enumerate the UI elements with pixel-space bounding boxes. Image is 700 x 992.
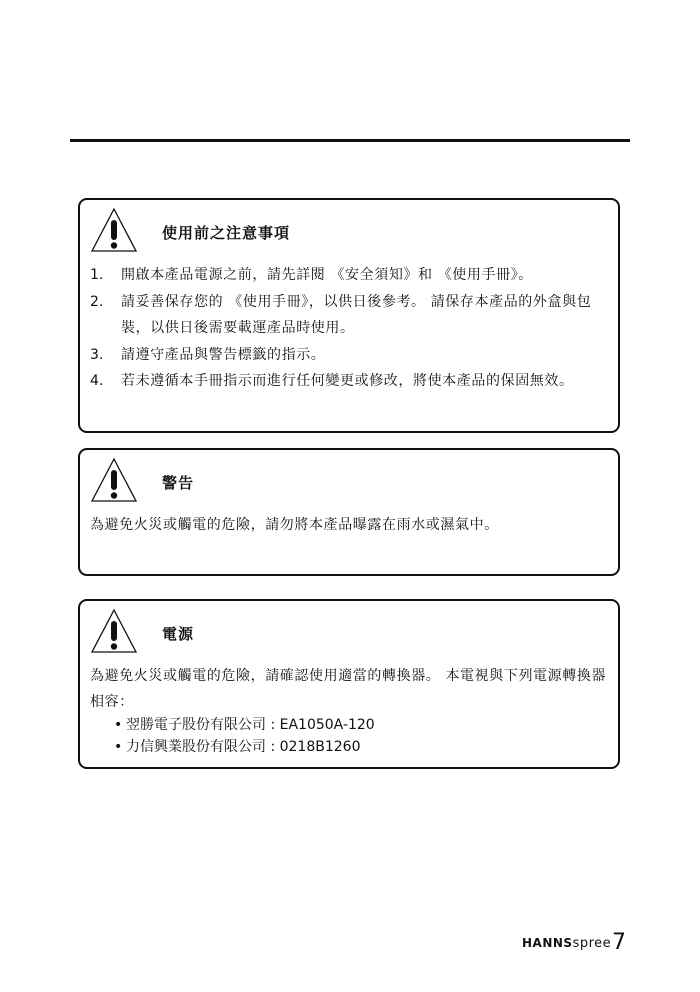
brand-strong: HANNS bbox=[522, 936, 573, 950]
list-item bbox=[114, 714, 375, 736]
item-number: 2. bbox=[90, 293, 104, 310]
precautions-title: 使用前之注意事項 bbox=[162, 224, 291, 242]
item-number: 4. bbox=[90, 373, 104, 389]
precautions-box bbox=[78, 198, 620, 433]
list-item bbox=[114, 736, 375, 758]
item-number: 1. bbox=[90, 267, 104, 283]
list-item bbox=[90, 342, 610, 369]
bullet: • bbox=[114, 717, 123, 733]
page-number: 7 bbox=[612, 930, 626, 955]
brand-logo bbox=[522, 936, 611, 951]
list-item bbox=[90, 289, 610, 342]
list-item bbox=[90, 368, 610, 395]
power-title: 電源 bbox=[162, 625, 195, 643]
warning-triangle-icon bbox=[90, 457, 138, 503]
power-box bbox=[78, 599, 620, 769]
bullet: • bbox=[114, 739, 123, 755]
item-number: 3. bbox=[90, 346, 104, 363]
warning-triangle-icon bbox=[90, 207, 138, 253]
adapter-text: 翌勝電子股份有限公司 : EA1050A-120 bbox=[126, 717, 375, 733]
power-body: 為避免火災或觸電的危險，請確認使用適當的轉換器。 本電視與下列電源轉換器相容： bbox=[90, 668, 607, 710]
warning-title: 警告 bbox=[162, 474, 195, 492]
item-text: 請遵守產品與警告標籤的指示。 bbox=[121, 346, 326, 363]
precautions-list bbox=[90, 262, 610, 395]
list-item bbox=[90, 262, 610, 289]
adapter-list bbox=[114, 714, 375, 758]
warning-box bbox=[78, 448, 620, 576]
item-text: 若未遵循本手冊指示而進行任何變更或修改，將使本產品的保固無效。 bbox=[121, 373, 574, 389]
adapter-text: 力信興業股份有限公司 : 0218B1260 bbox=[126, 739, 361, 755]
item-text: 請妥善保存您的 《使用手冊》，以供日後參考。 請保存本產品的外盒與包裝，以供日後需要載運產品時使用。 bbox=[121, 293, 592, 336]
warning-body: 為避免火災或觸電的危險，請勿將本產品曝露在雨水或濕氣中。 bbox=[90, 517, 499, 533]
warning-triangle-icon bbox=[90, 608, 138, 654]
top-rule bbox=[70, 139, 630, 142]
item-text: 開啟本產品電源之前，請先詳閱 《安全須知》和 《使用手冊》。 bbox=[121, 267, 533, 283]
brand-light: spree bbox=[572, 936, 612, 951]
